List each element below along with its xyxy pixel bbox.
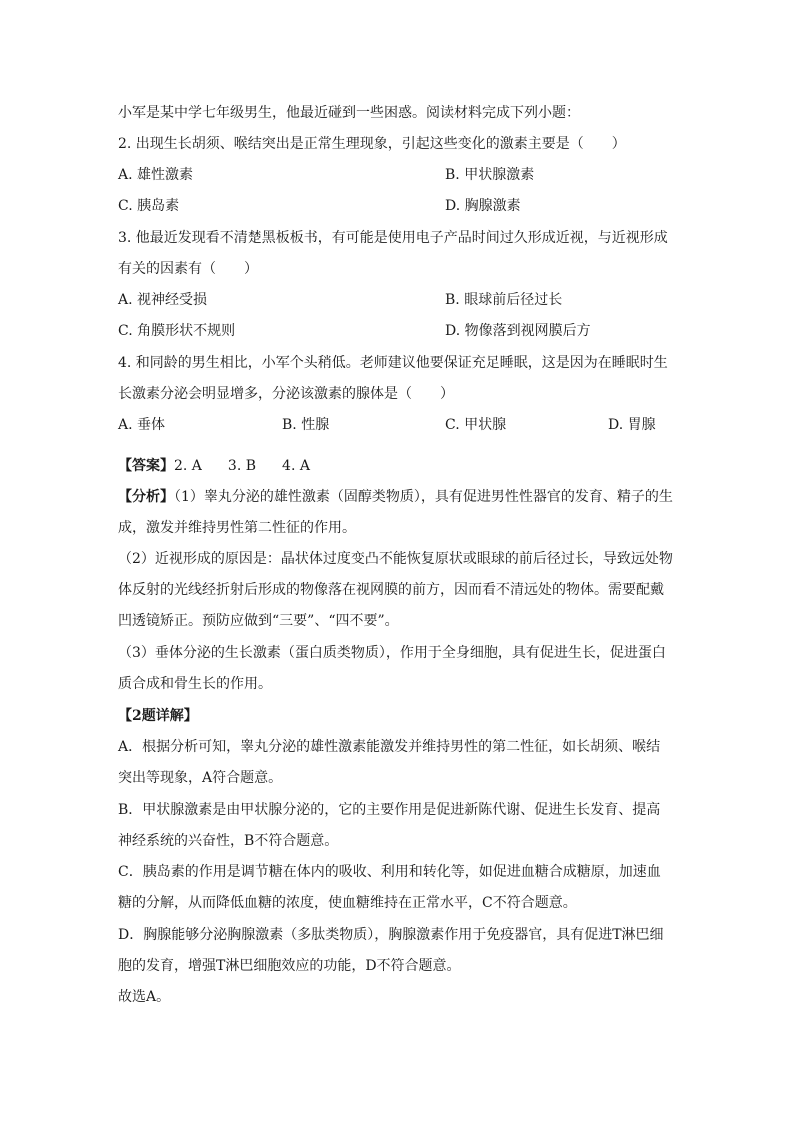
analysis-p3-line1: （3）垂体分泌的生长激素（蛋白质类物质），作用于全身细胞，具有促进生长，促进蛋白 (118, 645, 666, 661)
detail-a-line2: 突出等现象，A符合题意。 (118, 770, 283, 786)
analysis-p1-line2: 成，激发并维持男性第二性征的作用。 (118, 520, 356, 536)
detail-conclusion: 故选A。 (118, 989, 171, 1005)
question-3-stem-line2: 有关的因素有（ ） (118, 261, 258, 277)
q3-option-d: D. 物像落到视网膜后方 (445, 323, 591, 339)
analysis-p1-line1: 【分析】（1）睾丸分泌的雄性激素（固醇类物质），具有促进男性性器官的发育、精子的生 (118, 489, 673, 505)
question-4-stem-line1: 4. 和同龄的男生相比，小军个头稍低。老师建议他要保证充足睡眠，这是因为在睡眠时生 (118, 355, 668, 371)
q3-option-b: B. 眼球前后径过长 (445, 292, 563, 308)
q2-option-d: D. 胸腺激素 (445, 198, 521, 214)
q4-option-a: A. 垂体 (118, 417, 166, 433)
q2-option-b: B. 甲状腺激素 (445, 167, 535, 183)
q4-option-c: C. 甲状腺 (445, 417, 507, 433)
q3-option-c: C. 角膜形状不规则 (118, 323, 236, 339)
q4-option-b: B. 性腺 (282, 417, 330, 433)
detail-d-line2: 胞的发育，增强T淋巴细胞效应的功能，D不符合题意。 (118, 958, 461, 974)
analysis-p2-line3: 凹透镜矫正。预防应做到“三要”、“四不要”。 (118, 613, 399, 629)
detail-c-line2: 糖的分解，从而降低血糖的浓度，使血糖维持在正常水平，C不符合题意。 (118, 895, 577, 911)
q3-option-a: A. 视神经受损 (118, 292, 208, 308)
answer-item: 3. B (227, 458, 257, 474)
detail-heading: 【2题详解】 (118, 708, 198, 724)
analysis-p2-line1: （2）近视形成的原因是：晶状体过度变凸不能恢复原状或眼球的前后径过长，导致远处物 (118, 551, 673, 567)
answer-item: 2. A (174, 458, 202, 474)
question-3-stem-line1: 3. 他最近发现看不清楚黑板板书，有可能是使用电子产品时间过久形成近视，与近视形成 (118, 230, 668, 246)
detail-c-line1: C．胰岛素的作用是调节糖在体内的吸收、利用和转化等，如促进血糖合成糖原，加速血 (118, 864, 661, 880)
answer-line (118, 456, 310, 476)
answer-label: 【答案】 (118, 458, 174, 474)
q2-option-a: A. 雄性激素 (118, 167, 194, 183)
answer-item: 4. A (282, 458, 310, 474)
intro-text: 小军是某中学七年级男生，他最近碰到一些困惑。阅读材料完成下列小题： (118, 105, 580, 121)
detail-b-line2: 神经系统的兴奋性，B不符合题意。 (118, 833, 339, 849)
analysis-p3-line2: 质合成和骨生长的作用。 (118, 676, 272, 692)
detail-d-line1: D．胸腺能够分泌胸腺激素（多肽类物质），胸腺激素作用于免疫器官，具有促进T淋巴细 (118, 927, 664, 943)
q2-option-c: C. 胰岛素 (118, 198, 180, 214)
question-2-stem: 2. 出现生长胡须、喉结突出是正常生理现象，引起这些变化的激素主要是（ ） (118, 136, 626, 152)
q4-option-d: D. 胃腺 (608, 417, 656, 433)
question-4-stem-line2: 长激素分泌会明显增多，分泌该激素的腺体是（ ） (118, 386, 454, 402)
analysis-label: 【分析】 (118, 489, 174, 505)
detail-a-line1: A．根据分析可知，睾丸分泌的雄性激素能激发并维持男性的第二性征，如长胡须、喉结 (118, 739, 661, 755)
analysis-p2-line2: 体反射的光线经折射后形成的物像落在视网膜的前方，因而看不清远处的物体。需要配戴 (118, 582, 664, 598)
detail-b-line1: B．甲状腺激素是由甲状腺分泌的，它的主要作用是促进新陈代谢、促进生长发育、提高 (118, 802, 661, 818)
